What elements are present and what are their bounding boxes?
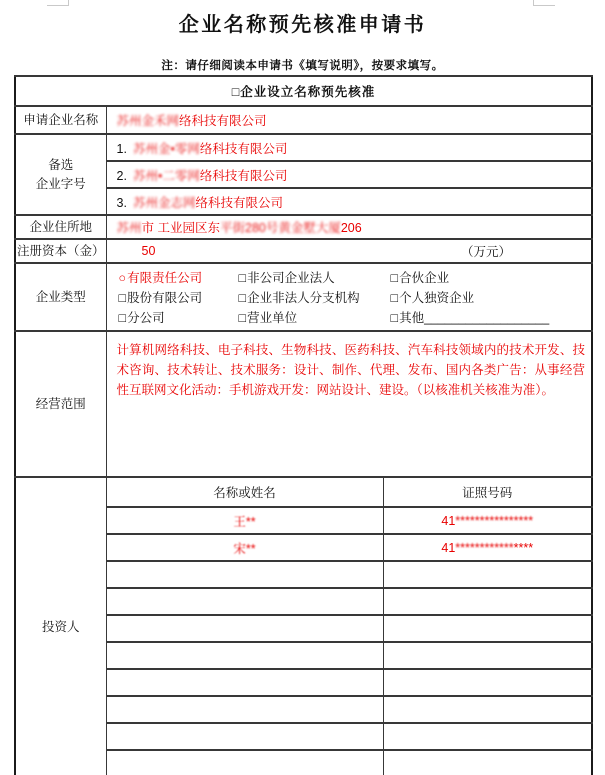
empty-id-cell[interactable]	[383, 723, 592, 750]
investor-1-name-text: 王**	[233, 514, 256, 529]
option-joint-stock-company[interactable]	[119, 288, 239, 306]
applicant-name-clear: 络科技有限公司	[179, 114, 267, 128]
radio-selected-icon: ○	[118, 271, 127, 285]
address-seg-clear-2: 206	[340, 221, 362, 235]
address-label: 企业住所地	[15, 215, 106, 239]
option-label: 企业非法人分支机构	[247, 291, 360, 305]
capital-unit: （万元）	[461, 245, 512, 259]
applicant-name-row	[15, 106, 592, 134]
investor-2-id-redacted: ************	[455, 540, 514, 555]
note-line	[0, 57, 605, 73]
company-type-grid	[107, 264, 592, 330]
investor-2-id-tail: ****	[513, 540, 534, 555]
alt-label-line1: 备选	[48, 157, 74, 172]
empty-name-cell[interactable]	[106, 750, 383, 775]
application-form-table	[14, 75, 593, 775]
checkbox-icon: □	[390, 291, 399, 305]
page-margin-mark-right	[533, 0, 555, 6]
applicant-name-value[interactable]	[106, 106, 592, 134]
option-label: 非公司企业法人	[247, 271, 335, 285]
alt-name-row-1	[15, 134, 592, 161]
checkbox-icon: □	[238, 271, 247, 285]
address-value[interactable]	[106, 215, 592, 239]
alt-names-label	[15, 134, 106, 215]
investor-1-name[interactable]	[106, 507, 383, 534]
alt-2-redacted: 苏州•二零网	[132, 168, 200, 183]
checkbox-icon: □	[238, 291, 247, 305]
empty-id-cell[interactable]	[383, 588, 592, 615]
investor-col-id-header: 证照号码	[383, 477, 592, 507]
empty-name-cell[interactable]	[106, 642, 383, 669]
empty-name-cell[interactable]	[106, 615, 383, 642]
checkbox-icon: □	[390, 271, 399, 285]
empty-name-cell[interactable]	[106, 669, 383, 696]
empty-name-cell[interactable]	[106, 588, 383, 615]
business-scope-row	[15, 331, 592, 477]
applicant-name-redacted: 苏州金禾网	[116, 114, 180, 128]
alt-3-redacted: 苏州金志网	[132, 195, 196, 210]
empty-id-cell[interactable]	[383, 615, 592, 642]
empty-id-cell[interactable]	[383, 696, 592, 723]
checkbox-icon: □	[118, 311, 127, 325]
note-text: 请仔细阅读本申请书《填写说明》，按要求填写。	[185, 60, 444, 72]
alt-name-3[interactable]	[106, 188, 592, 215]
section-header-row	[15, 76, 592, 106]
investor-2-name-text: 宋**	[233, 541, 256, 556]
option-label: 分公司	[127, 311, 165, 325]
alt-2-clear: 络科技有限公司	[199, 168, 288, 183]
option-label: 合伙企业	[399, 271, 450, 285]
note-label: 注：	[161, 60, 186, 72]
address-seg-redacted-1: 苏州	[116, 221, 142, 235]
company-type-label: 企业类型	[15, 263, 106, 331]
empty-id-cell[interactable]	[383, 642, 592, 669]
alt-label-line2: 企业字号	[35, 176, 86, 191]
capital-row	[15, 239, 592, 263]
applicant-name-label: 申请企业名称	[15, 106, 106, 134]
business-scope-text: 计算机网络科技、电子科技、生物科技、医药科技、汽车科技领域内的技术开发、技术咨询、技术转让、技术服务：设计、制作、代理、发布、国内各类广告：从事经营性互联网文化活动：手机游戏开发：网站设计、建设。（以核准机关核准为准）。	[116, 343, 586, 397]
alt-name-2[interactable]	[106, 161, 592, 188]
option-non-company-legal-person[interactable]	[239, 268, 391, 286]
option-sole-proprietorship[interactable]	[391, 288, 592, 306]
option-non-legal-branch[interactable]	[239, 288, 391, 306]
capital-value-cell[interactable]	[106, 239, 592, 263]
page-margin-mark-left	[47, 0, 69, 6]
alt-3-number: 3.	[116, 195, 127, 210]
page-title: 企业名称预先核准申请书	[178, 14, 427, 36]
investor-2-id-prefix: 41	[441, 540, 456, 555]
investors-label: 投资人	[15, 477, 106, 775]
alt-name-1[interactable]	[106, 134, 592, 161]
empty-id-cell[interactable]	[383, 561, 592, 588]
option-label: 个人独资企业	[399, 291, 475, 305]
option-branch-company[interactable]	[119, 308, 239, 326]
capital-label: 注册资本（金）	[15, 239, 106, 263]
option-label: 股份有限公司	[127, 291, 203, 305]
investor-1-id-prefix: 41	[441, 513, 456, 528]
alt-2-number: 2.	[116, 168, 127, 183]
empty-name-cell[interactable]	[106, 696, 383, 723]
empty-name-cell[interactable]	[106, 723, 383, 750]
investor-col-name-header: 名称或姓名	[106, 477, 383, 507]
alt-1-clear: 络科技有限公司	[199, 141, 288, 156]
investor-2-name[interactable]	[106, 534, 383, 561]
investor-1-id[interactable]	[383, 507, 592, 534]
checkbox-icon: □	[390, 311, 399, 325]
address-seg-clear-1: 市 工业园区东	[141, 221, 220, 235]
checkbox-icon: □	[238, 311, 247, 325]
investor-2-id[interactable]	[383, 534, 592, 561]
section-title: □企业设立名称预先核准	[15, 76, 592, 106]
option-business-unit[interactable]	[239, 308, 391, 326]
company-type-options-cell	[106, 263, 592, 331]
empty-id-cell[interactable]	[383, 750, 592, 775]
business-scope-cell[interactable]	[106, 331, 592, 477]
investor-1-id-redacted: ****************	[455, 513, 534, 528]
option-limited-liability-company[interactable]	[119, 268, 239, 286]
investor-header-row	[15, 477, 592, 507]
option-partnership[interactable]	[391, 268, 592, 286]
empty-id-cell[interactable]	[383, 669, 592, 696]
option-label: 有限责任公司	[127, 271, 203, 285]
address-row	[15, 215, 592, 239]
empty-name-cell[interactable]	[106, 561, 383, 588]
alt-1-redacted: 苏州金•零网	[132, 141, 200, 156]
other-fill-line: __________________	[424, 311, 550, 325]
checkbox-icon: □	[118, 291, 127, 305]
option-label: 营业单位	[247, 311, 298, 325]
business-scope-label: 经营范围	[15, 331, 106, 477]
capital-value: 50	[141, 244, 156, 258]
alt-1-number: 1.	[116, 141, 127, 156]
company-type-row	[15, 263, 592, 331]
alt-3-clear: 络科技有限公司	[195, 195, 283, 210]
address-seg-redacted-2: 平街280号黄金墅大厦	[220, 221, 341, 235]
option-label: 其他	[399, 311, 425, 325]
option-other[interactable]	[391, 308, 592, 326]
